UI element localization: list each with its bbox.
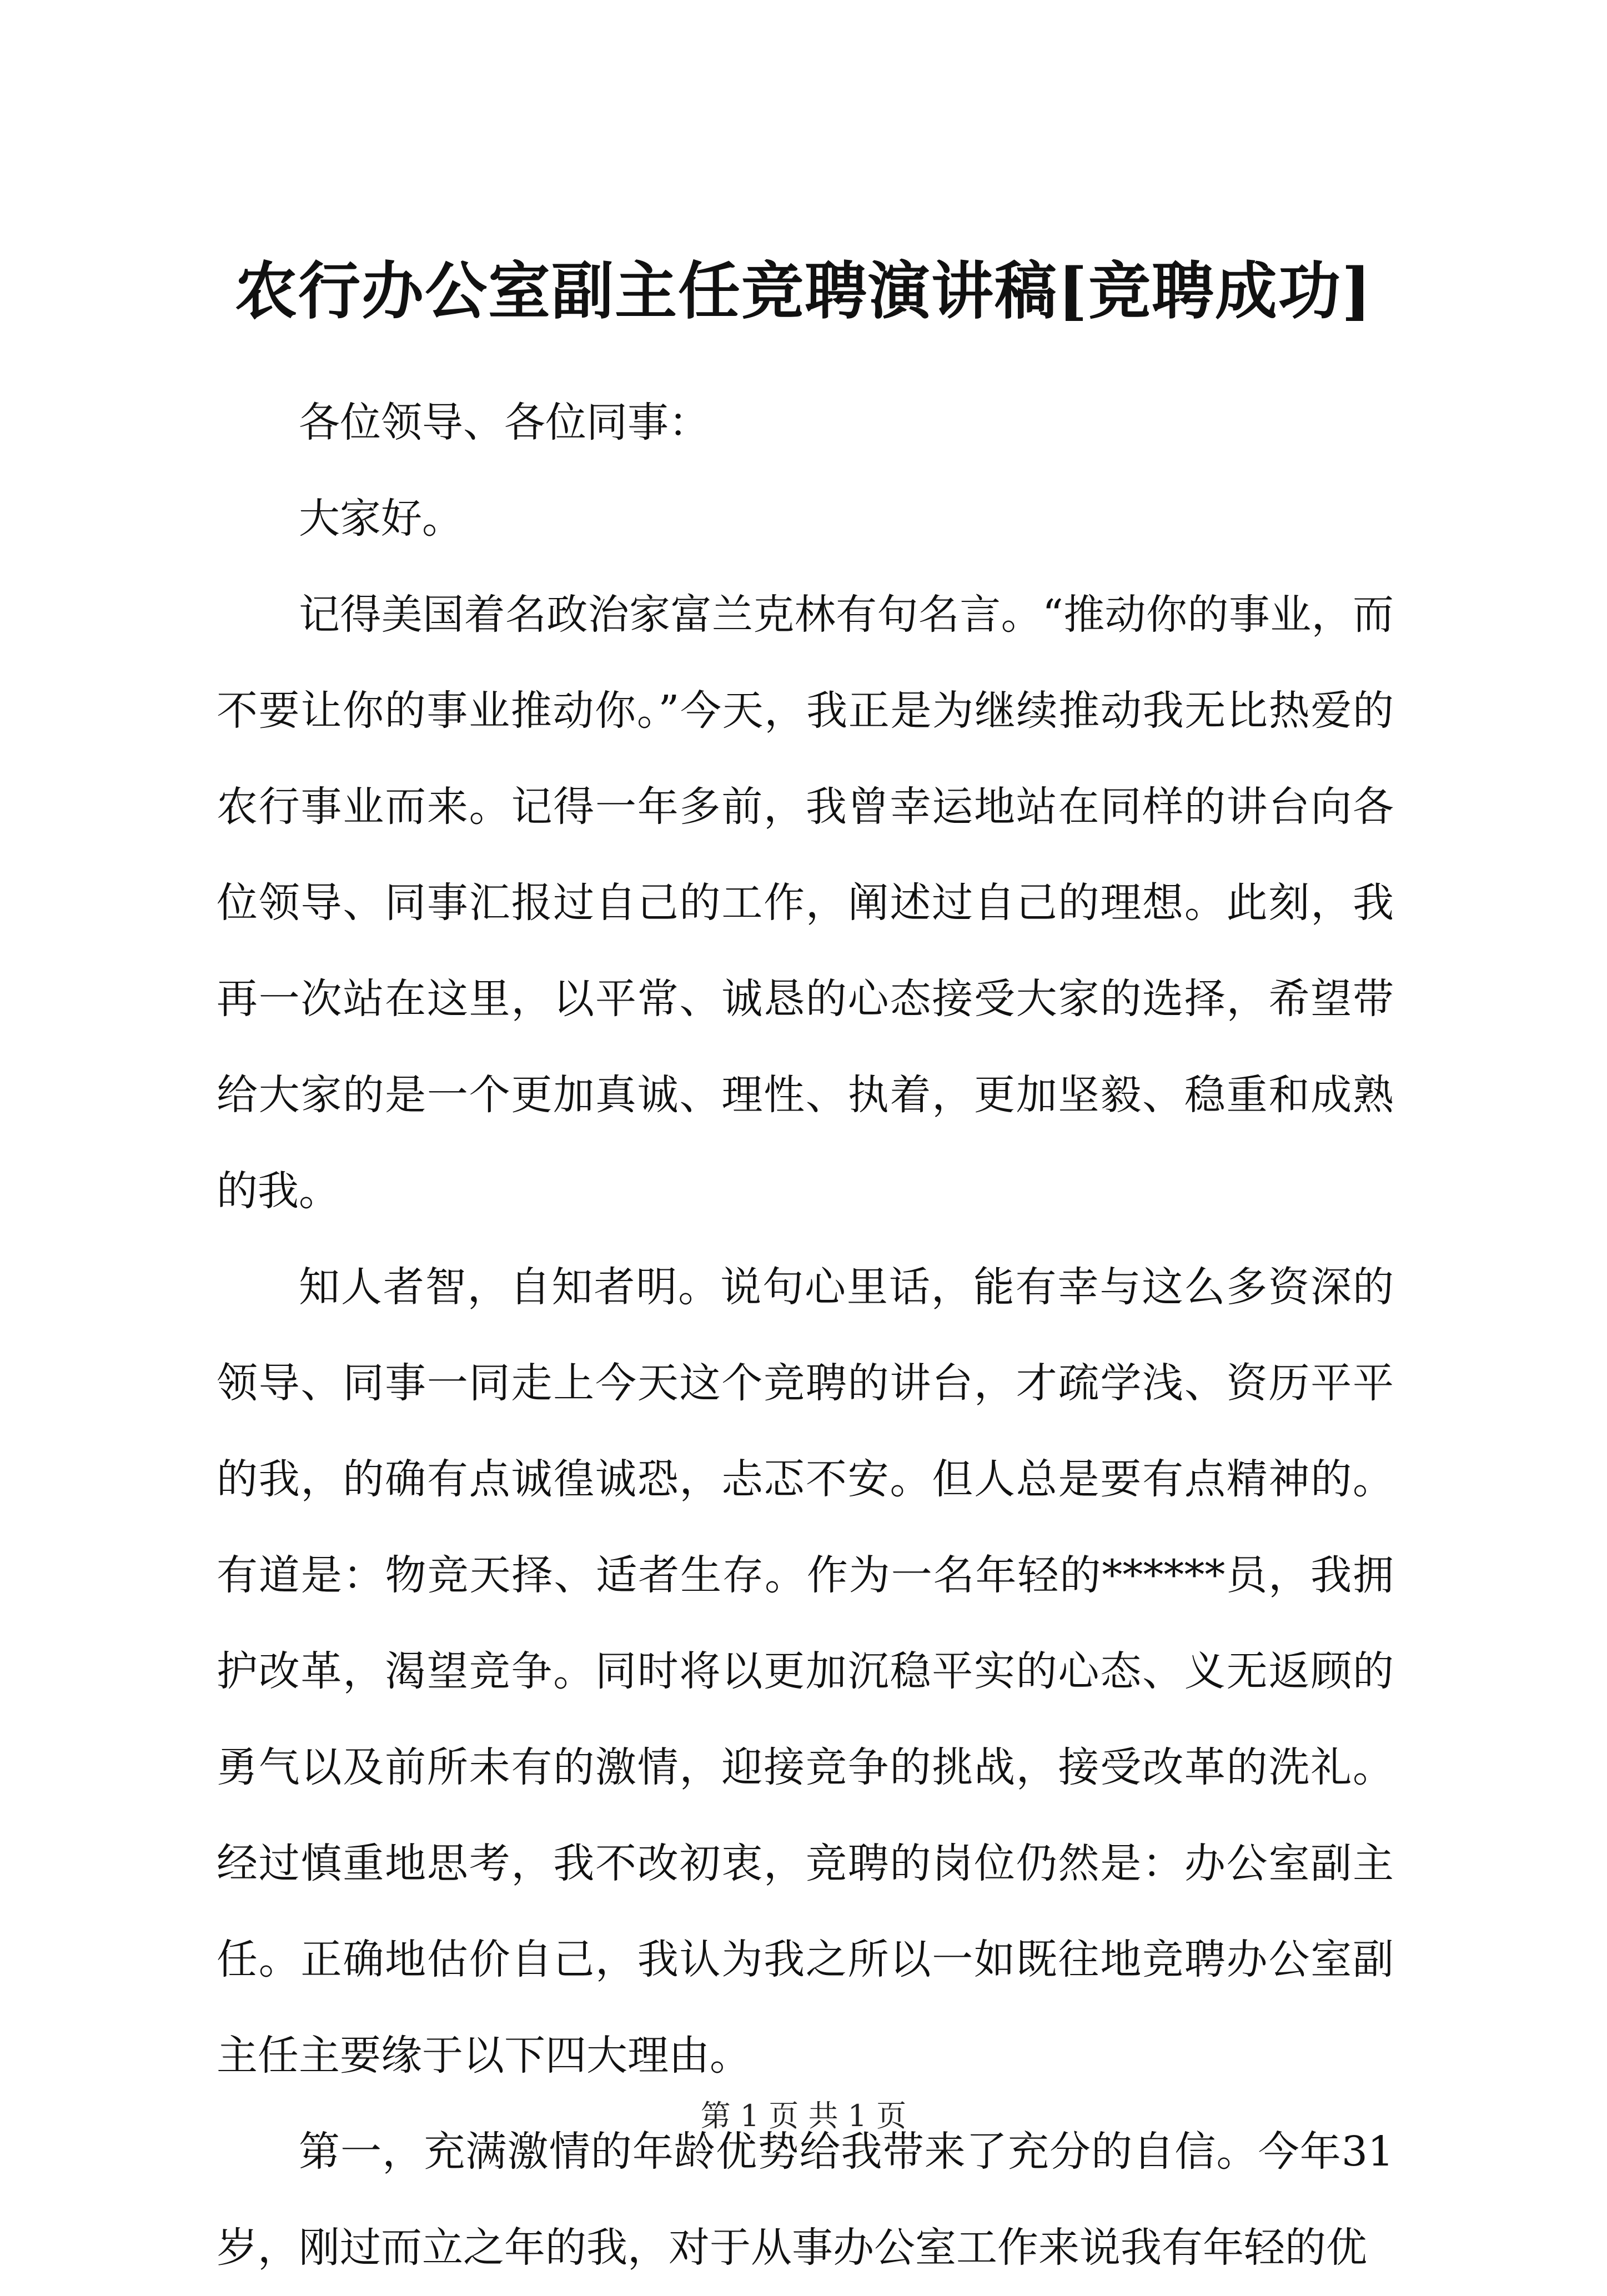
- paragraph-first-reason: 第一，充满激情的年龄优势给我带来了充分的自信。今年31岁，刚过而立之年的我，对于从事办公室工作来说我有年轻的优: [217, 2128, 1394, 2272]
- page-footer: 第 1 页 共 1 页: [700, 2098, 907, 2133]
- document-title: 农行办公室副主任竞聘演讲稿[竞聘成功]: [235, 255, 1372, 328]
- paragraph-self-assessment: 知人者智，自知者明。说句心里话，能有幸与这么多资深的领导、同事一同走上今天这个竞聘的讲台，才疏学浅、资历平平的我，的确有点诚徨诚恐，忐忑不安。但人总是要有点精神的。有道是：物竞天择、适者生存。作为一名年轻的******员，我拥护改革，渴望竞争。同时将以更加沉稳平实的心态、义无返顾的勇气以及前所未有的激情，迎接竞争的挑战，接受改革的洗礼。经过慎重地思考，我不改初衷，竞聘的岗位仍然是：办公室副主任。正确地估价自己，我认为我之所以一如既往地竞聘办公室副主任主要缘于以下四大理由。: [217, 1263, 1394, 2079]
- paragraph-salutation: 各位领导、各位同事：: [299, 399, 710, 446]
- paragraph-introduction: 记得美国着名政治家富兰克林有句名言。“推动你的事业，而不要让你的事业推动你。”今天，我正是为继续推动我无比热爱的农行事业而来。记得一年多前，我曾幸运地站在同样的讲台向各位领导、同事汇报过自己的工作，阐述过自己的理想。此刻，我再一次站在这里，以平常、诚恳的心态接受大家的选择，希望带给大家的是一个更加真诚、理性、执着，更加坚毅、稳重和成熟的我。: [217, 591, 1394, 1215]
- paragraph-greeting: 大家好。: [299, 495, 463, 542]
- document-body: [217, 375, 1394, 2296]
